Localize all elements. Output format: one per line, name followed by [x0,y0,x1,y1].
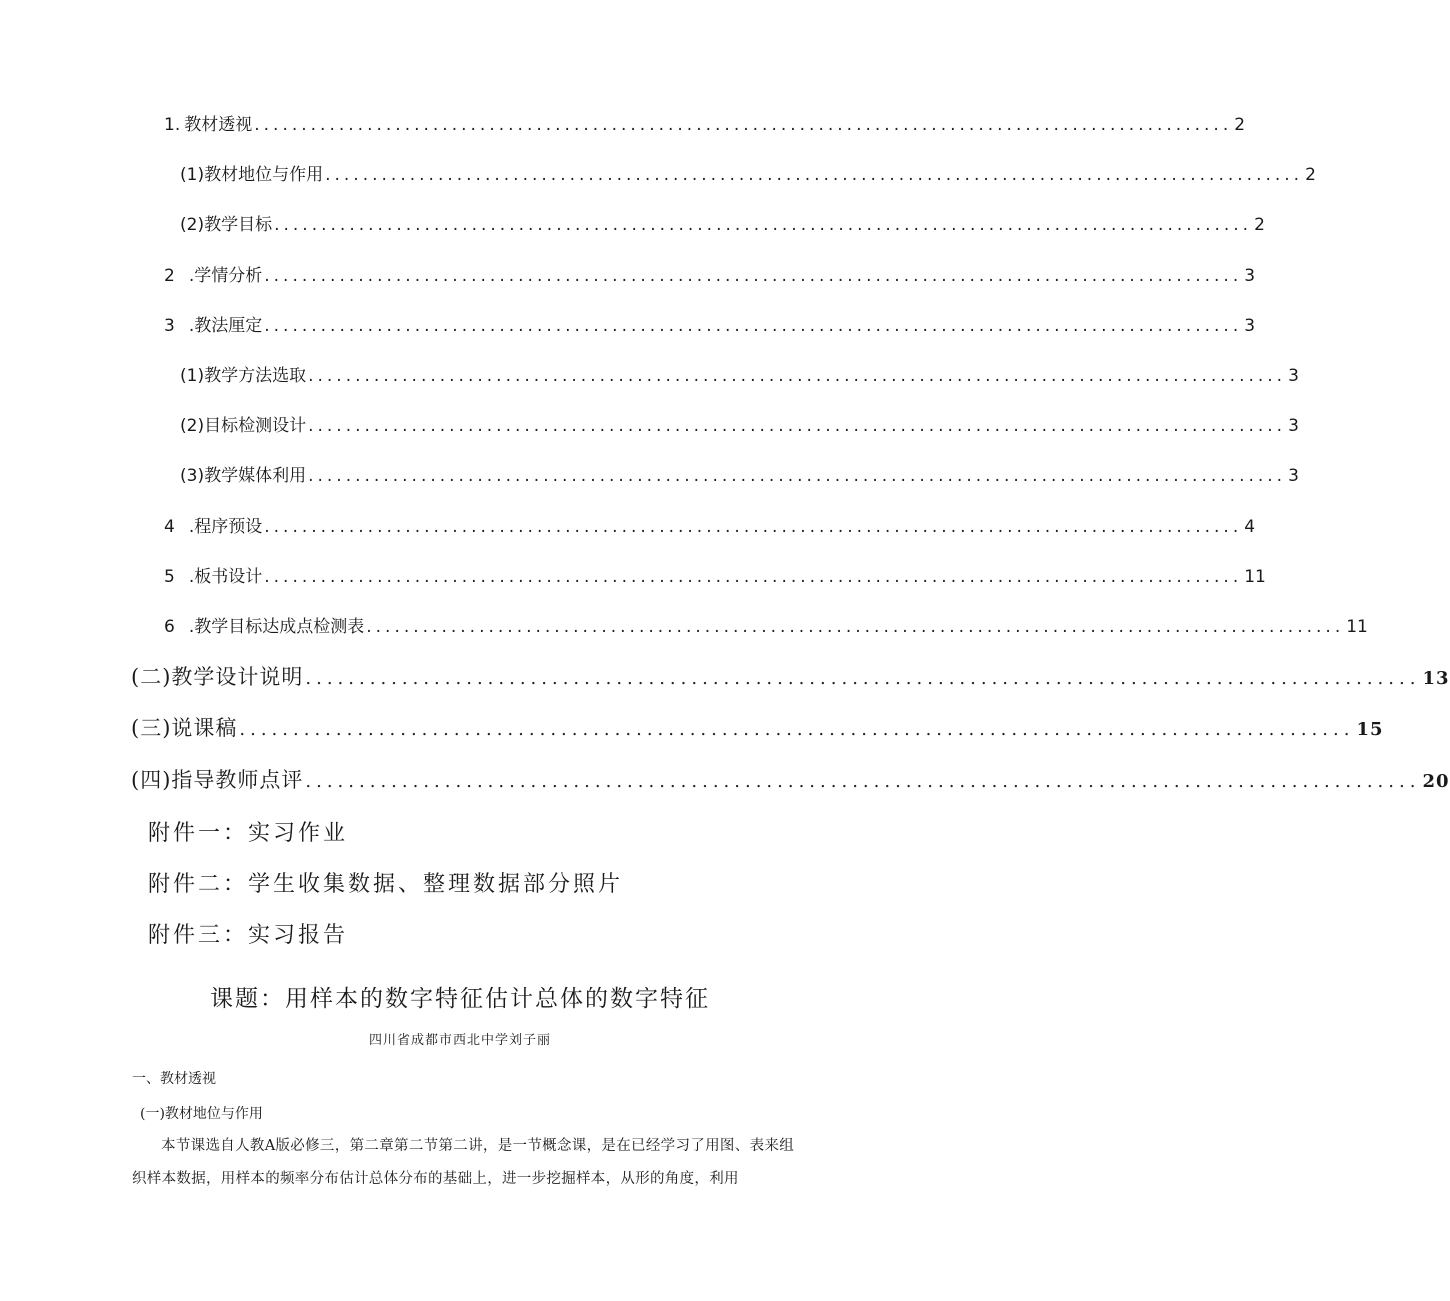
toc-title: .教学目标达成点检测表 [188,617,365,637]
toc-leader: ........................................................................................................ [264,567,1243,587]
toc-item-1[interactable] [164,110,1246,140]
toc-item-3[interactable] [164,311,1256,341]
toc-title: (1)教学方法选取 [180,366,307,386]
toc-leader: ........................................................................................................ [305,771,1421,792]
toc-item-6[interactable] [164,612,1368,642]
toc-page: 11 [1244,567,1266,587]
appendix-3: 附件三：实习报告 [148,923,349,948]
toc-title: .教法厘定 [188,316,263,336]
toc-leader: ........................................................................................................ [308,416,1287,436]
toc-page: 4 [1244,517,1256,537]
appendix-1: 附件一：实习作业 [148,821,349,846]
toc-title: .学情分析 [188,266,263,286]
toc-leader: ........................................................................................................ [366,617,1345,637]
toc-page: 20 [1422,771,1450,792]
toc-leader: ........................................................................................................ [264,517,1243,537]
toc-item-3-3[interactable] [180,461,1299,491]
toc-page: 13 [1422,668,1450,689]
toc-item-2[interactable] [164,261,1256,291]
toc-title: (三)说课稿 [131,716,238,740]
toc-page: 2 [1305,165,1316,185]
toc-title: (2)目标检测设计 [180,416,307,436]
toc-number: 6 [164,617,175,637]
toc-number: 5 [164,567,175,587]
toc-page: 3 [1288,466,1299,486]
body-paragraph: 本节课选自人教A版必修三，第二章第二节第二讲，是一节概念课，是在已经学习了用图、表来组织样本数据，用样本的频率分布估计总体分布的基础上，进一步挖掘样本，从形的角度，利用 [132,1138,794,1187]
toc-title: .板书设计 [188,567,263,587]
toc-title: (1)教材地位与作用 [180,165,324,185]
toc-leader: ........................................................................................................ [305,668,1421,689]
toc-title: (3)教学媒体利用 [180,466,307,486]
toc-page: 15 [1356,719,1384,740]
toc-page: 3 [1288,416,1299,436]
appendix-2: 附件二：学生收集数据、整理数据部分照片 [148,872,624,897]
toc-number: 3 [164,316,175,336]
section-heading: 一、教材透视 [132,1071,216,1087]
toc-title: 教材透视 [184,115,253,135]
lesson-title: 课题：用样本的数字特征估计总体的数字特征 [210,986,710,1012]
toc-leader: ........................................................................................................ [308,366,1287,386]
toc-item-1-1[interactable] [180,160,1316,190]
toc-title: .程序预设 [188,517,263,537]
toc-page: 11 [1346,617,1368,637]
toc-leader: ........................................................................................................ [325,165,1304,185]
toc-number: 1. [164,115,181,135]
toc-title: (二)教学设计说明 [131,665,304,689]
author-line: 四川省成都市西北中学刘子丽 [368,1033,551,1048]
toc-page: 2 [1254,215,1265,235]
toc-part-2[interactable] [131,662,1450,692]
subsection-heading: (一)教材地位与作用 [140,1106,263,1122]
toc-item-4[interactable] [164,512,1256,542]
toc-leader: ........................................................................................................ [308,466,1287,486]
toc-leader: ........................................................................................................ [264,266,1243,286]
toc-leader: ........................................................................................................ [254,115,1233,135]
toc-page: 2 [1234,115,1246,135]
toc-leader: ........................................................................................................ [264,316,1243,336]
toc-number: 2 [164,266,175,286]
toc-title: (四)指导教师点评 [131,768,304,792]
toc-item-1-2[interactable] [180,210,1265,240]
toc-part-3[interactable] [131,713,1384,743]
toc-number: 4 [164,517,175,537]
toc-page: 3 [1244,266,1256,286]
toc-item-3-1[interactable] [180,361,1299,391]
toc-part-4[interactable] [131,765,1450,795]
toc-page: 3 [1288,366,1299,386]
toc-item-3-2[interactable] [180,411,1299,441]
toc-title: (2)教学目标 [180,215,273,235]
toc-leader: ........................................................................................................ [274,215,1253,235]
toc-leader: ........................................................................................................ [239,719,1355,740]
toc-page: 3 [1244,316,1256,336]
toc-item-5[interactable] [164,562,1266,592]
